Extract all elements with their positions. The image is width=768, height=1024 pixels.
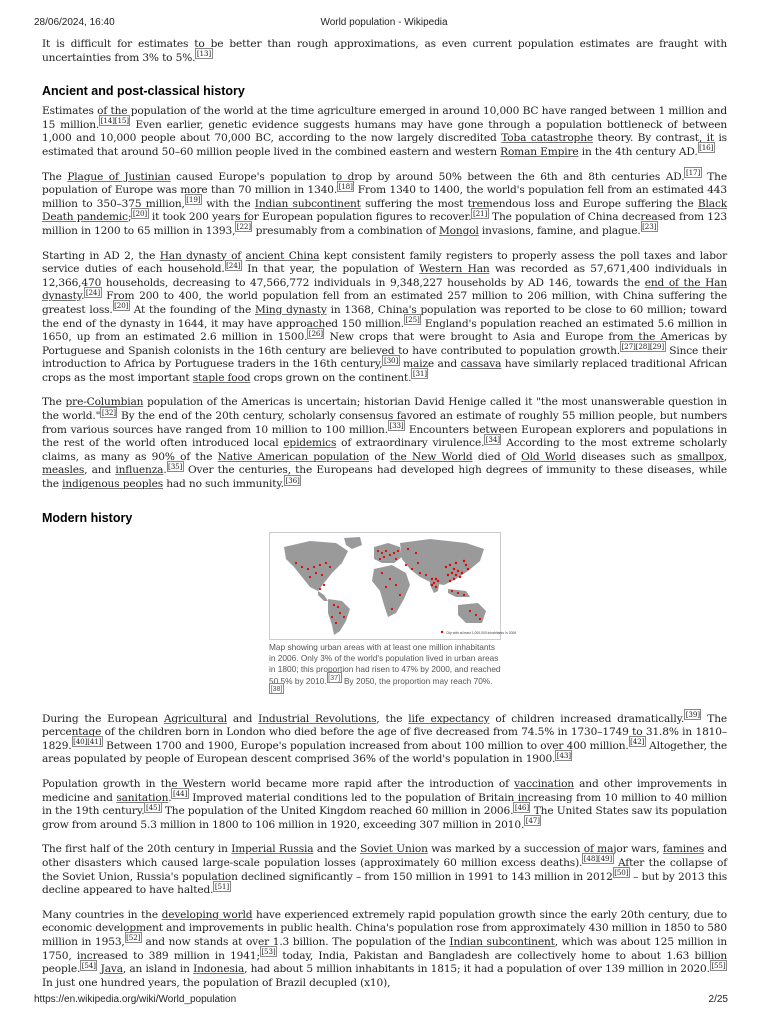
text-run: have experienced extremely rapid population growth since the early 20th century, due to economic development and improvements in public health. China's population rose from approximately 430 million in 1850 to 580 million in 1953, [42,908,727,948]
wiki-link[interactable]: influenza [115,464,164,477]
text-run: in 1368, China's population was reported to be close to 60 million; toward the end of the dynasty in 1644, it may have approached 150 million. [42,303,727,330]
citation[interactable] [327,672,342,683]
citation[interactable] [524,815,541,826]
citation-link[interactable]: [55] [711,960,726,970]
citation-link[interactable]: [17] [685,168,701,178]
citation[interactable] [225,260,242,271]
citation-link[interactable]: [34] [485,434,500,444]
citation[interactable] [284,475,301,486]
text-run: Starting in AD 2, the [42,249,160,262]
citation-link[interactable]: [51] [214,881,229,891]
section-heading-modern: Modern history [42,510,133,525]
citation-link[interactable]: [53] [261,947,276,956]
text-run: , had about 5 million inhabitants in 1815; it had a population of over 139 million in 2020. [244,963,710,976]
text-run: of [226,249,246,262]
citation[interactable] [72,736,103,747]
citation-link[interactable]: [27][28][29] [621,342,664,352]
citation-link[interactable]: [37] [328,672,341,682]
text-run: After the collapse of the Soviet Union, Russia's population declined significantly – from 150 million in 1991 to 143 million in 2012 [42,856,728,883]
text-run: of [369,450,390,463]
wiki-link[interactable]: Ming dynasty [254,303,327,316]
text-run: The [42,170,68,183]
citation[interactable] [213,881,230,892]
wiki-link[interactable]: life expectancy [408,712,490,725]
citation-link[interactable]: [42] [630,737,645,747]
text-run: The United States saw its population grow from around 5.3 million in 1800 to 106 million in 1920, exceeding 307 million in 2010. [42,805,727,831]
text-run: In just one hundred years, the population of Brazil decupled (x10), [42,976,391,989]
text-run: The [42,396,66,409]
text-run: and other disasters which caused large-scale population losses (approximately 60 million excess deaths). [42,843,727,869]
citation-link[interactable]: [32] [101,407,116,417]
citation-link[interactable]: [19] [186,195,201,205]
text-run: During the European [42,712,164,725]
text-run: , and [84,464,116,477]
wiki-link[interactable]: staple food [192,371,251,384]
wiki-link[interactable]: epidemics [283,437,337,450]
citation[interactable] [641,221,658,232]
wiki-link[interactable]: ancient China [245,249,320,262]
article-content [42,38,727,1001]
wiki-link[interactable]: Java [100,963,123,976]
citation[interactable] [484,434,501,445]
citation-link[interactable]: [24] [226,260,241,270]
text-run: Over the centuries, the Europeans had developed high degrees of immunity to these diseases, while the [42,464,727,491]
text-run: and other improvements in medicine and [42,778,727,804]
citation-link[interactable]: [20] [114,301,129,311]
citation-link[interactable]: [40][41] [73,737,102,747]
citation-link[interactable]: [18] [338,181,353,191]
wiki-link[interactable]: the New World [389,450,473,463]
print-footer [0,994,768,1008]
citation-link[interactable]: [54] [81,960,96,970]
citation[interactable] [613,867,630,878]
wiki-link[interactable]: Indian subcontinent [449,935,555,948]
text-run: , [723,450,728,463]
citation[interactable] [411,368,428,379]
text-run: in the 4th century AD. [578,145,698,158]
paragraph [42,710,727,767]
citation[interactable] [388,420,405,431]
text-run: Altogether, the areas populated by people of European descent comprised 36% of the world's population in 1900. [42,739,727,766]
wiki-link[interactable]: Plague of Justinian [67,170,171,183]
text-run: . [168,791,172,804]
wiki-link[interactable]: Soviet Union [360,843,428,856]
text-run: By the end of the 20th century, scholarly consensus favored an estimate of roughly 55 million people, but numbers from various sources have ranged from 10 million to 100 million. [42,410,727,436]
wiki-link[interactable]: Western Han [419,263,490,276]
text-run: maize and [399,358,461,371]
citation[interactable] [84,287,101,298]
wiki-link[interactable]: pre-Columbian [65,396,144,409]
print-page-title: World population - Wikipedia [320,17,448,28]
paragraph [42,778,727,832]
text-run: kept consistent family registers to properly assess the poll taxes and labor service duties of each household. [42,249,727,276]
text-run: In that year, the population of [241,263,420,276]
caption-text: Map showing urban areas with at least one million inhabitants in 2006. Only 3% of the world's population lived in urban areas in 1800; this proportion had risen to 47% by 2000, and reached 50.5% by 2010. [269,642,501,686]
wiki-link[interactable]: sanitation [116,791,169,804]
paragraph [42,105,727,159]
citation[interactable] [269,683,284,694]
text-run: Between 1700 and 1900, Europe's population increased from about 100 million to over 400 million. [102,739,629,752]
section-heading-ancient: Ancient and post-classical history [42,84,245,99]
citation[interactable] [100,407,117,418]
text-run: was marked by a succession of major wars, [427,843,663,856]
text-run: presumably from a combination of [252,224,439,237]
wiki-link[interactable]: Toba catastrophe [501,132,593,145]
wiki-link[interactable]: Han dynasty [159,249,227,262]
text-run: had no such immunity. [163,478,285,491]
text-run: ; [127,211,132,224]
text-run: theory. By contrast, it is estimated that around 50–60 million people lived in the combined eastern and western [42,132,727,158]
wiki-link[interactable]: Mongol [438,224,479,237]
text-run: caused Europe's population to drop by around 50% between the 6th and 8th centuries AD. [170,170,685,183]
wiki-link[interactable]: measles [42,464,85,477]
caption-text-2: By 2050, the proportion may reach 70%. [341,675,493,686]
text-run: population of the Americas is uncertain; historian David Henige called it "the most unanswerable question in the world." [42,396,727,423]
citation[interactable] [684,167,701,178]
citation-link[interactable]: [14][15] [100,116,129,126]
wiki-link[interactable]: end of the Han dynasty [42,276,727,303]
figure-caption [269,642,501,698]
text-run: From 1340 to 1400, the world's population fell from an estimated 443 million to 350–375 million, [42,184,727,210]
citation-link[interactable]: [16] [699,143,714,153]
citation-link[interactable]: [26] [308,328,323,338]
citation[interactable] [235,221,252,232]
text-run: Many countries in the [42,908,162,921]
citation-link[interactable]: [33] [389,421,404,431]
citation[interactable] [684,709,701,720]
text-run: crops grown on the continent. [250,371,412,384]
text-run: suffering the most tremendous loss and Europe suffering the [360,197,698,210]
text-run: and [226,712,259,725]
citation[interactable] [620,341,665,352]
text-run: It is difficult for estimates to be better than rough approximations, as even current population estimates are fraught with uncertainties from 3% to 5%. [42,38,727,64]
citation-link[interactable]: [48][49] [583,854,613,864]
citation[interactable] [513,802,530,813]
citation[interactable] [629,736,646,747]
text-run: – but by 2013 this decline appeared to have halted. [42,870,728,897]
wiki-link[interactable]: smallpox [677,450,724,463]
citation-link[interactable]: [24] [85,287,101,297]
wiki-link[interactable]: developing world [161,908,253,921]
world-map-svg [270,533,517,639]
citation-link[interactable]: [13] [196,49,211,59]
text-run: The population of Europe was more than 70 million in 1340. [42,170,727,197]
text-run: with the [201,197,255,210]
citation-link[interactable]: [45] [145,802,161,812]
citation[interactable] [582,853,613,864]
wiki-link[interactable]: Imperial Russia [231,843,314,856]
print-datetime: 28/06/2024, 16:40 [34,17,115,28]
wiki-link[interactable]: Indian subcontinent [254,197,361,210]
text-run: From 200 to 400, the world population fell from an estimated 257 million to 206 million, with China suffering the greatest loss. [42,290,727,316]
text-run: New crops that were brought to Asia and Europe from the Americas by Portuguese and Spanish colonists in the 16th century are believed to have contributed to population growth. [42,331,728,357]
paragraph [42,250,727,386]
text-run: it took 200 years for European population figures to recover. [148,211,472,224]
wiki-link[interactable]: famines [662,843,705,856]
wiki-link[interactable]: vaccination [514,778,574,790]
text-run: The first half of the 20th century in [42,843,232,856]
map-legend: City with at least 1,000,000 inhabitants in 2006 [446,631,517,635]
citation-link[interactable]: [44] [172,789,188,799]
figure-urban-map [269,532,517,698]
text-run: , an island in [122,963,194,976]
wiki-link[interactable]: Roman Empire [500,145,579,158]
paragraph [42,38,727,65]
citation[interactable] [99,115,130,126]
citation[interactable] [471,208,488,219]
citation[interactable] [113,300,130,311]
citation-link[interactable]: [25] [405,314,420,324]
paragraph [42,168,728,239]
text-run: According to the most extreme scholarly claims, as many as 90% of the [42,437,727,463]
text-run: of extraordinary virulence. [336,437,485,450]
citation[interactable] [337,181,354,192]
text-run: have similarly replaced traditional African crops as the most important [42,358,727,384]
world-map-image[interactable] [269,532,517,640]
wiki-link[interactable]: Native American population [217,450,370,463]
text-run: The percentage of the children born in London who died before the age of five decreased from 74.5% in 1730–1749 to 31.8% in 1810–1829. [42,712,727,752]
citation[interactable] [185,194,202,205]
wiki-link[interactable]: indigenous peoples [62,478,163,491]
citation-link[interactable]: [21] [472,208,488,218]
wiki-link[interactable]: Agricultural [163,712,227,725]
citation[interactable] [125,932,142,943]
citation[interactable] [382,355,399,366]
paragraph [42,909,727,991]
text-run: and the [313,843,361,856]
text-run: Improved material conditions led to the population of Britain increasing from 10 million to 40 million in the 19th century. [42,791,728,818]
citation-link[interactable]: [46] [514,802,529,812]
text-run: Since their introduction to Africa by Portuguese traders in the 16th century, [42,344,727,371]
paragraph [42,396,727,491]
text-run: Encounters between European explorers and populations in the rest of the world often introduced local [42,423,727,450]
citation-link[interactable]: [50] [614,868,629,878]
citation[interactable] [698,142,715,153]
text-run: , which was about 125 million in 1750, increased to 389 million in 1941; [42,935,727,962]
citation-link[interactable]: [39] [685,710,700,720]
text-run: Population growth in the Western world became more rapid after the introduction of [42,778,515,790]
citation-link[interactable]: [22] [236,222,251,232]
text-run: The population of the United Kingdom reached 60 million in 2006. [161,805,514,818]
text-run: The population of China decreased from 123 million in 1200 to 65 million in 1393, [42,211,728,237]
citation-link[interactable]: [23] [642,222,657,232]
citation-link[interactable]: [38] [270,684,283,694]
citation-link[interactable]: [31] [412,369,427,379]
text-run: diseases such as [575,450,678,463]
citation[interactable] [307,328,324,339]
text-run: England's population reached an estimated 5.6 million in 1650, up from an estimated 2.6 million in 1500. [42,317,727,344]
wiki-link[interactable]: Indonesia [193,963,245,976]
print-url[interactable]: https://en.wikipedia.org/wiki/World_population [34,994,237,1005]
text-run: and now stands at over 1.3 billion. The population of the [141,935,450,948]
citation-link[interactable]: [43] [556,750,571,760]
text-run: . [163,464,167,477]
citation-link[interactable]: [30] [383,355,399,365]
text-run: Even earlier, genetic evidence suggests humans may have gone through a population bottleneck of between 1,000 and 10,000 people about 70,000 BC, according to the now largely discredited [42,118,727,145]
text-run: of children increased dramatically. [489,712,685,725]
print-header [0,17,768,31]
wiki-link[interactable]: Industrial Revolutions [258,712,377,725]
paragraph [42,843,727,897]
citation-link[interactable]: [35] [168,461,183,471]
wiki-link[interactable]: Old World [521,450,576,463]
citation[interactable] [555,750,572,761]
citation[interactable] [80,960,97,971]
citation-link[interactable]: [20] [132,208,148,218]
citation[interactable] [167,461,184,472]
print-page-number: 2/25 [708,994,728,1005]
citation[interactable] [131,208,148,219]
text-run: today, India, Pakistan and Bangladesh are collectively home to about 1.63 billion people. [42,949,727,976]
citation-link[interactable]: [47] [525,816,540,826]
wiki-link[interactable]: cassava [460,358,502,371]
citation-link[interactable]: [52] [126,933,141,943]
citation[interactable] [260,946,277,957]
citation[interactable] [710,960,727,971]
citation[interactable] [171,788,188,799]
text-run: Estimates of the population of the world at the time agriculture emerged in around 10,000 BC have ranged between 1 million and 15 million. [42,105,727,131]
citation-link[interactable]: [36] [285,475,300,485]
text-run: invasions, famine, and plague. [478,224,641,237]
text-run: was recorded as 57,671,400 individuals in 12,366,470 households, decreasing to 47,566,772 individuals in 9,348,227 households by AD 146, towards the [42,263,727,289]
text-run: At the founding of the [129,303,255,316]
text-run: , the [376,712,409,725]
text-run: died of [472,450,522,463]
citation[interactable] [404,314,421,325]
citation[interactable] [144,802,161,813]
citation[interactable] [195,48,212,59]
text-run: . [81,290,85,303]
wiki-link[interactable]: Black Death pandemic [42,197,728,224]
